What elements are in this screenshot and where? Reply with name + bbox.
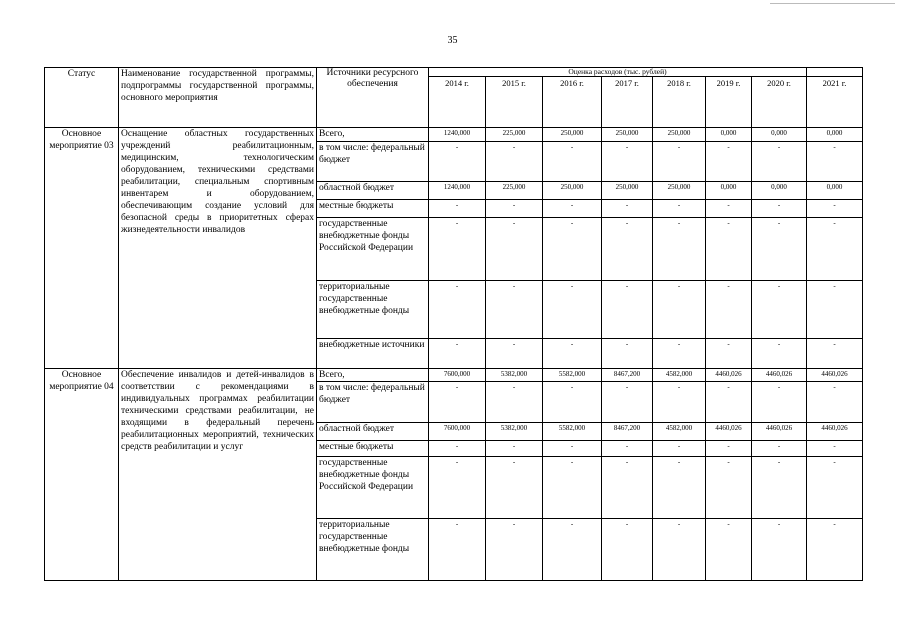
value-cell: - [706,457,752,519]
value-cell: - [602,457,653,519]
activity-status: Основное мероприятие 04 [45,369,119,581]
budget-table [44,67,863,581]
value-cell: 5582,000 [543,369,602,382]
value-cell: 250,000 [543,128,602,142]
value-cell: - [706,441,752,457]
table-row [45,128,863,142]
value-cell: - [807,200,863,218]
value-cell: - [543,519,602,581]
value-cell: - [543,441,602,457]
value-cell: - [653,441,706,457]
value-cell: 4460,026 [807,369,863,382]
activity-name: Обеспечение инвалидов и детей-инвалидов в соответствии с рекомендациями в индивидуальных программах реабилитации техническими средствами реабилитации, не входящими в федеральный перечень реабилитационных мероприятий, технических средств реабилитации и услуг [119,369,317,581]
value-cell: 8467,200 [602,369,653,382]
funding-source: территориальные государственные внебюджетные фонды [317,519,429,581]
value-cell: - [602,281,653,339]
value-cell: - [653,519,706,581]
value-cell: 250,000 [653,182,706,200]
value-cell: - [543,339,602,369]
funding-source: областной бюджет [317,423,429,441]
funding-source: в том числе: федеральный бюджет [317,142,429,182]
value-cell: - [706,142,752,182]
value-cell: 250,000 [602,182,653,200]
value-cell: 0,000 [807,182,863,200]
value-cell: - [486,457,543,519]
value-cell: 250,000 [543,182,602,200]
value-cell: - [752,200,807,218]
value-cell: - [543,200,602,218]
header-sources: Источники ресурсного обеспечения [317,68,429,128]
value-cell: - [706,382,752,423]
value-cell: - [653,142,706,182]
value-cell: - [653,218,706,281]
value-cell: 4460,026 [706,369,752,382]
value-cell: 5382,000 [486,423,543,441]
value-cell: - [429,281,486,339]
value-cell: - [706,218,752,281]
value-cell: 4460,026 [752,423,807,441]
value-cell: - [653,281,706,339]
value-cell: - [752,441,807,457]
value-cell: - [602,339,653,369]
value-cell: - [807,281,863,339]
value-cell: 1240,000 [429,182,486,200]
value-cell: 225,000 [486,182,543,200]
value-cell: - [486,339,543,369]
header-cost-empty [807,68,863,77]
value-cell: 0,000 [706,128,752,142]
value-cell: - [429,339,486,369]
value-cell: - [429,441,486,457]
value-cell: 250,000 [653,128,706,142]
value-cell: 250,000 [602,128,653,142]
year-header-1: 2014 г. [429,77,486,128]
value-cell: - [653,457,706,519]
value-cell: - [752,519,807,581]
value-cell: - [429,218,486,281]
value-cell: - [807,519,863,581]
value-cell: - [429,200,486,218]
value-cell: - [486,441,543,457]
value-cell: - [486,519,543,581]
value-cell: - [429,519,486,581]
value-cell: - [706,339,752,369]
value-cell: 0,000 [752,128,807,142]
activity-name: Оснащение областных государственных учреждений реабилитационным, медицинским, технологическим оборудованием, техническими средствами реабилитации, специальным спортивным инвентарем и оборудованием, обеспечивающим создание условий для безопасной среды в приоритетных сферах жизнедеятельности инвалидов [119,128,317,369]
funding-source: территориальные государственные внебюджетные фонды [317,281,429,339]
funding-source: местные бюджеты [317,200,429,218]
value-cell: - [429,382,486,423]
value-cell: - [486,142,543,182]
value-cell: 7600,000 [429,423,486,441]
funding-source: государственные внебюджетные фонды Российской Федерации [317,218,429,281]
value-cell: - [602,441,653,457]
value-cell: - [752,142,807,182]
value-cell: - [752,382,807,423]
year-header-8: 2021 г. [807,77,863,128]
value-cell: - [807,218,863,281]
value-cell: - [602,218,653,281]
value-cell: - [752,339,807,369]
value-cell: 0,000 [706,182,752,200]
value-cell: - [602,382,653,423]
value-cell: - [653,339,706,369]
header-status: Статус [45,68,119,128]
value-cell: - [653,382,706,423]
header-name: Наименование государственной программы, подпрограммы государственной программы, основного мероприятия [119,68,317,128]
value-cell: 4460,026 [706,423,752,441]
value-cell: 4582,000 [653,423,706,441]
funding-source: Всего, [317,369,429,382]
funding-source: внебюджетные источники [317,339,429,369]
year-header-3: 2016 г. [543,77,602,128]
value-cell: 1240,000 [429,128,486,142]
top-edge-line [770,3,895,4]
value-cell: - [602,142,653,182]
header-cost-estimate: Оценка расходов (тыс. рублей) [429,68,807,77]
value-cell: - [486,218,543,281]
value-cell: - [486,281,543,339]
value-cell: 225,000 [486,128,543,142]
value-cell: - [752,218,807,281]
value-cell: - [807,339,863,369]
value-cell: 0,000 [807,128,863,142]
value-cell: - [429,142,486,182]
value-cell: - [752,281,807,339]
table-row [45,369,863,382]
page-number: 35 [447,35,458,46]
value-cell: 8467,200 [602,423,653,441]
year-header-2: 2015 г. [486,77,543,128]
value-cell: 4582,000 [653,369,706,382]
value-cell: - [543,457,602,519]
funding-source: государственные внебюджетные фонды Российской Федерации [317,457,429,519]
funding-source: в том числе: федеральный бюджет [317,382,429,423]
year-header-4: 2017 г. [602,77,653,128]
year-header-7: 2020 г. [752,77,807,128]
year-header-6: 2019 г. [706,77,752,128]
funding-source: местные бюджеты [317,441,429,457]
value-cell: - [602,519,653,581]
funding-source: Всего, [317,128,429,142]
value-cell: - [807,441,863,457]
value-cell: - [752,457,807,519]
value-cell: - [429,457,486,519]
value-cell: - [543,218,602,281]
value-cell: 5382,000 [486,369,543,382]
header-row-main [45,68,863,77]
value-cell: 0,000 [752,182,807,200]
value-cell: - [486,382,543,423]
value-cell: - [706,200,752,218]
value-cell: - [602,200,653,218]
value-cell: - [807,382,863,423]
value-cell: 4460,026 [807,423,863,441]
activity-status: Основное мероприятие 03 [45,128,119,369]
value-cell: 7600,000 [429,369,486,382]
value-cell: - [706,519,752,581]
value-cell: 5582,000 [543,423,602,441]
value-cell: - [486,200,543,218]
value-cell: - [543,382,602,423]
value-cell: 4460,026 [752,369,807,382]
value-cell: - [543,281,602,339]
funding-source: областной бюджет [317,182,429,200]
value-cell: - [807,142,863,182]
year-header-5: 2018 г. [653,77,706,128]
value-cell: - [706,281,752,339]
value-cell: - [653,200,706,218]
value-cell: - [543,142,602,182]
value-cell: - [807,457,863,519]
